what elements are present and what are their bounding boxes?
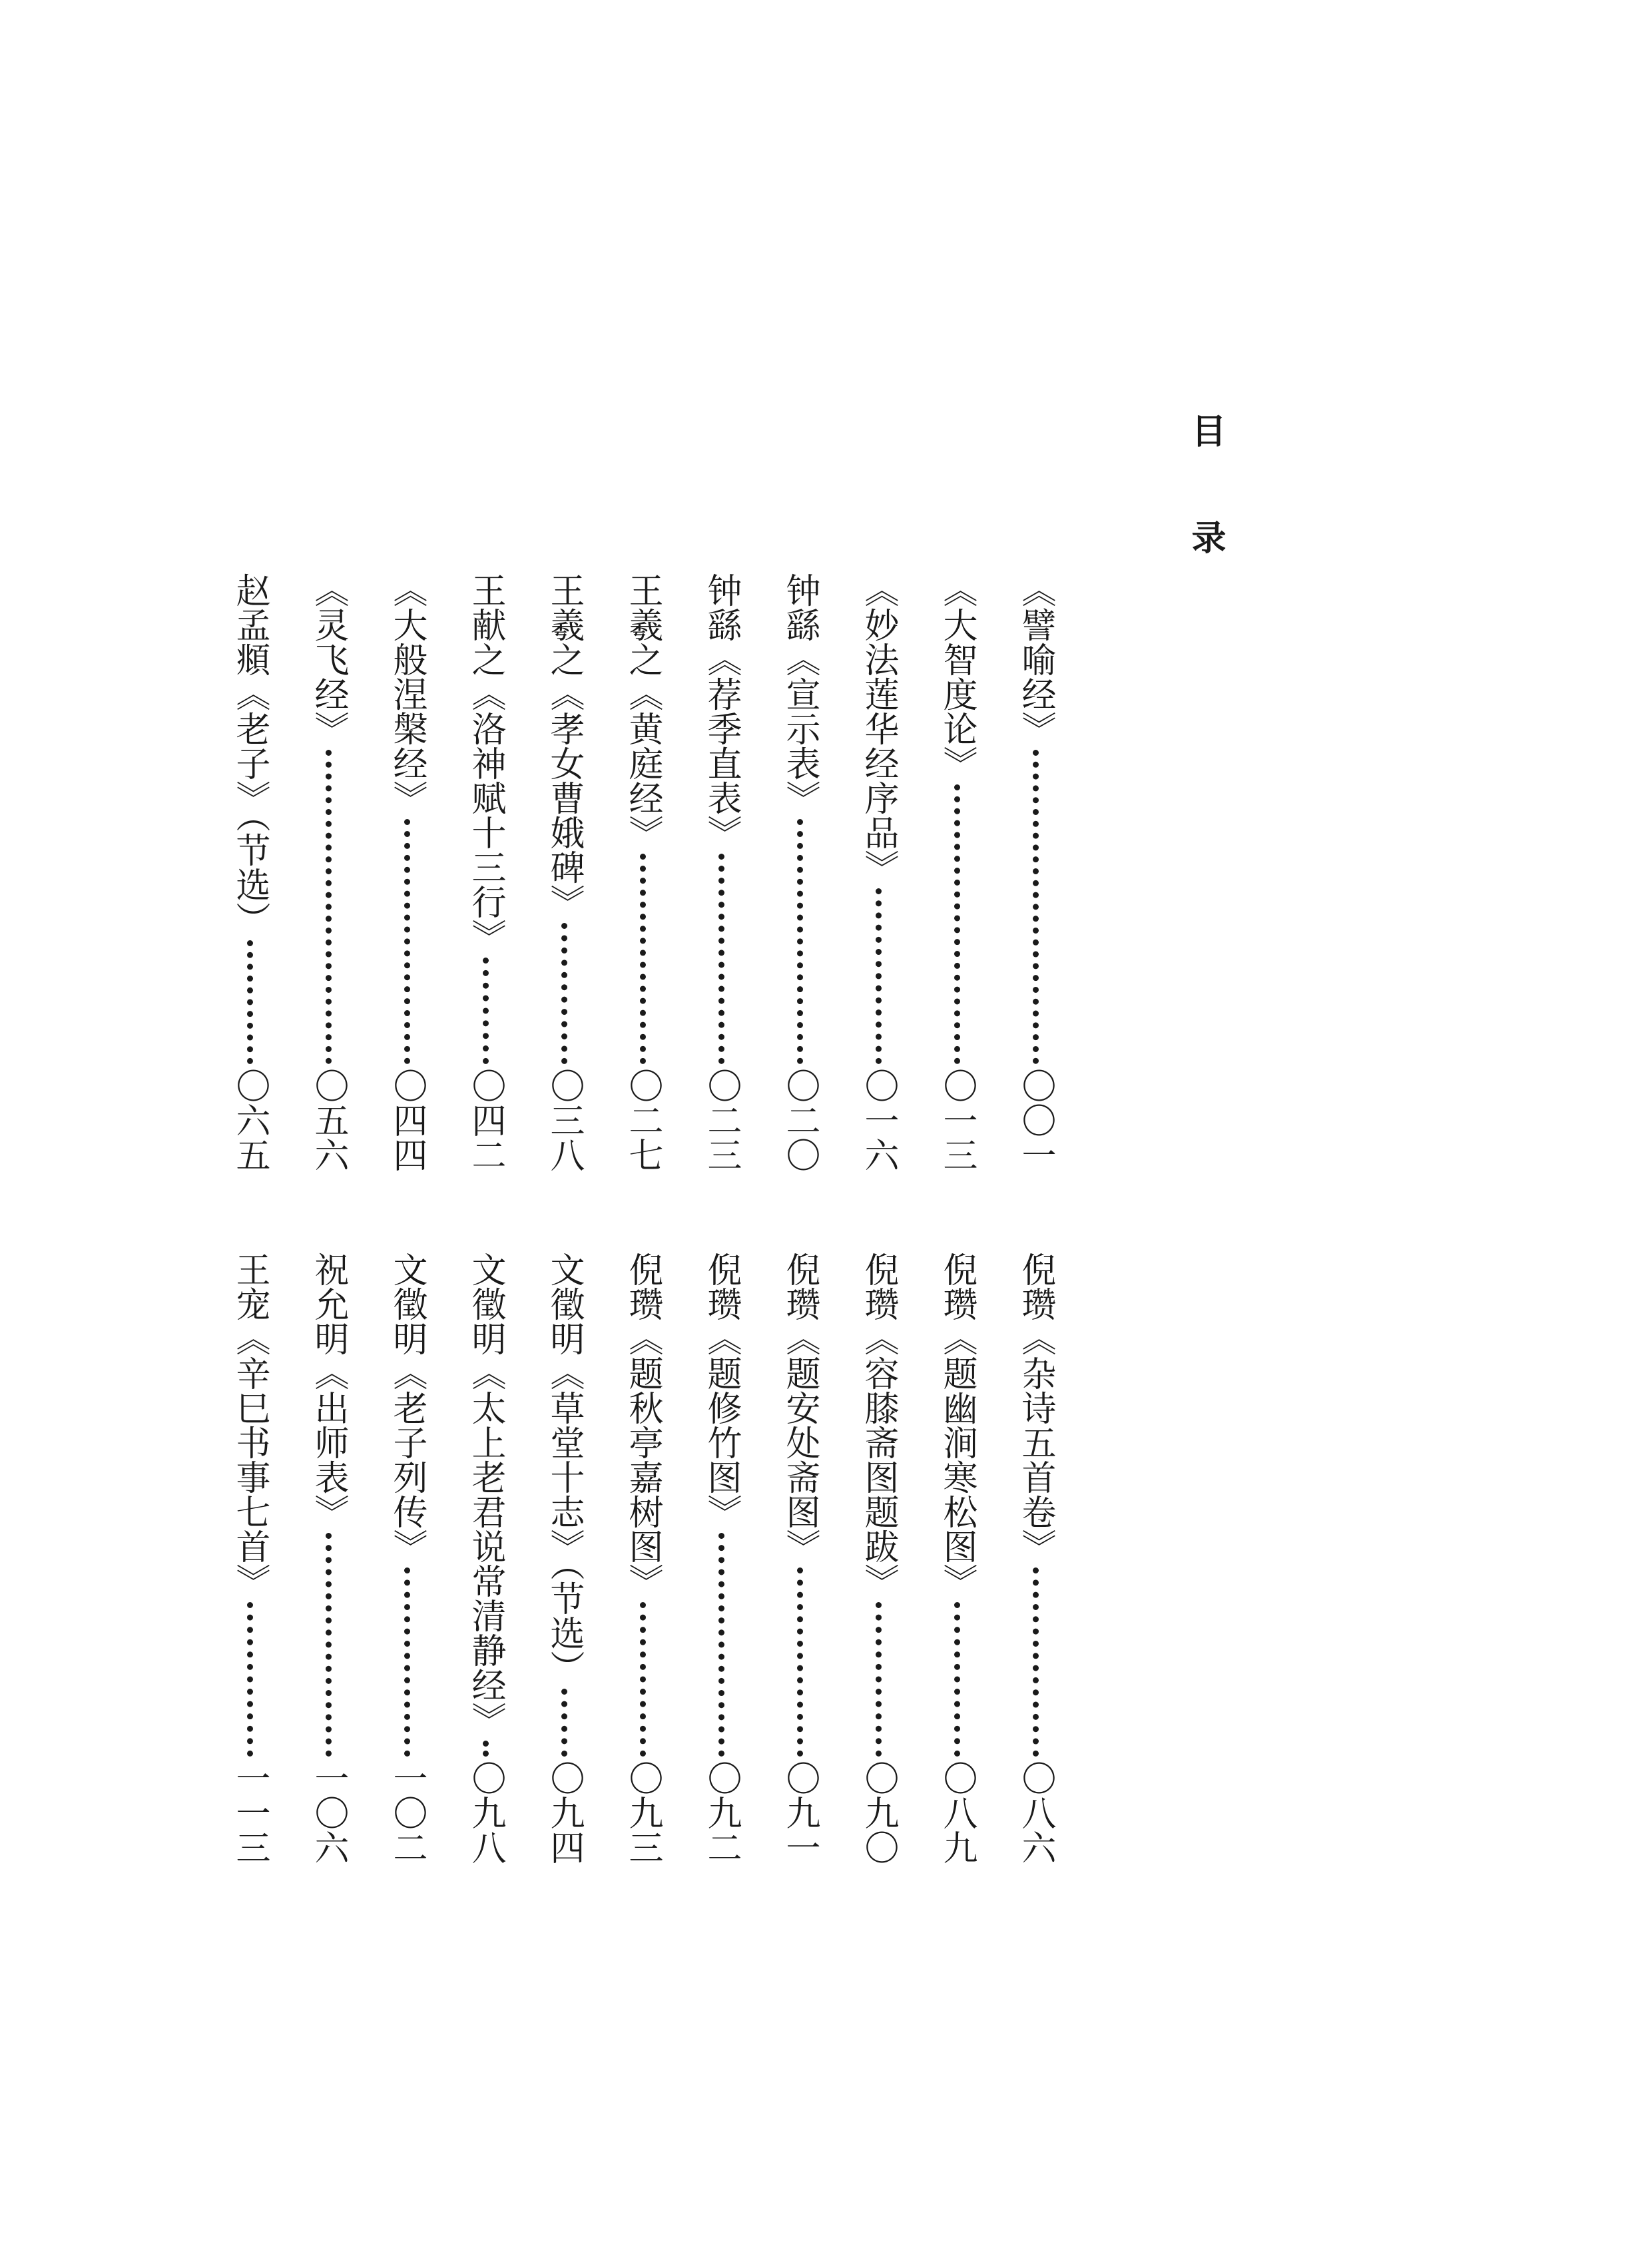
- entry-title: 文徵明《草堂十志》（节选）: [544, 1252, 584, 1685]
- toc-entry[interactable]: [619, 573, 666, 1172]
- entry-title: 《大般涅槃经》: [387, 573, 427, 815]
- entry-page-number: 〇九〇: [858, 1761, 898, 1864]
- dot-leader: [876, 888, 882, 1064]
- entry-page-number: 一〇六: [308, 1761, 348, 1864]
- toc-entry[interactable]: [776, 1252, 823, 1864]
- entry-page-number: 〇八九: [937, 1761, 977, 1864]
- toc-entry[interactable]: [934, 1252, 980, 1864]
- entry-page-number: 〇三八: [544, 1068, 584, 1172]
- dot-leader: [561, 923, 567, 1064]
- page-title: 目 录: [1185, 413, 1225, 585]
- entry-title: 倪瓒《杂诗五首卷》: [1015, 1252, 1055, 1563]
- entry-page-number: 〇九三: [623, 1761, 663, 1864]
- toc-entry[interactable]: [384, 573, 430, 1172]
- entry-page-number: 〇九二: [701, 1761, 741, 1864]
- entry-title: 《灵飞经》: [308, 573, 348, 746]
- toc-entry[interactable]: [619, 1252, 666, 1864]
- toc-entry[interactable]: [226, 1252, 273, 1864]
- toc-entry[interactable]: [698, 573, 744, 1172]
- entry-page-number: 〇〇一: [1015, 1068, 1055, 1172]
- entry-title: 王羲之《黄庭经》: [623, 573, 663, 850]
- entry-title: 钟繇《荐季直表》: [701, 573, 741, 850]
- entry-page-number: 〇四四: [387, 1068, 427, 1172]
- dot-leader: [718, 1533, 724, 1757]
- entry-page-number: 〇九四: [544, 1761, 584, 1864]
- entry-page-number: 〇四二: [465, 1068, 505, 1172]
- entry-title: 倪瓒《题秋亭嘉树图》: [623, 1252, 663, 1598]
- toc-entry[interactable]: [1012, 1252, 1059, 1864]
- toc-entry[interactable]: [1012, 573, 1059, 1172]
- entry-title: 文徵明《老子列传》: [387, 1252, 427, 1563]
- entry-page-number: 〇二〇: [780, 1068, 820, 1172]
- toc-entry[interactable]: [698, 1252, 744, 1864]
- dot-leader: [797, 819, 803, 1064]
- toc-entry[interactable]: [462, 573, 509, 1172]
- entry-title: 《譬喻经》: [1015, 573, 1055, 746]
- toc-entry[interactable]: [934, 573, 980, 1172]
- entry-title: 《大智度论》: [937, 573, 977, 780]
- entry-title: 王献之《洛神赋十三行》: [465, 573, 505, 954]
- entry-title: 祝允明《出师表》: [308, 1252, 348, 1529]
- toc-entry[interactable]: [855, 573, 902, 1172]
- entry-title: 文徵明《太上老君说常清静经》: [465, 1252, 505, 1737]
- toc-entry[interactable]: [305, 1252, 352, 1864]
- toc-entry[interactable]: [384, 1252, 430, 1864]
- dot-leader: [326, 1533, 332, 1757]
- dot-leader: [247, 1602, 253, 1757]
- toc-entry[interactable]: [855, 1252, 902, 1864]
- entry-page-number: 〇一六: [858, 1068, 898, 1172]
- entry-page-number: 〇八六: [1015, 1761, 1055, 1864]
- entry-page-number: 一〇二: [387, 1761, 427, 1864]
- dot-leader: [326, 750, 332, 1064]
- entry-title: 倪瓒《容膝斋图题跋》: [858, 1252, 898, 1598]
- toc-upper-block: [226, 573, 1059, 1172]
- dot-leader: [640, 854, 646, 1064]
- entry-page-number: 一一三: [230, 1761, 270, 1864]
- dot-leader: [404, 1567, 410, 1757]
- toc-entry[interactable]: [226, 573, 273, 1172]
- entry-title: 王羲之《孝女曹娥碑》: [544, 573, 584, 919]
- entry-title: 倪瓒《题幽涧寒松图》: [937, 1252, 977, 1598]
- entry-page-number: 〇二七: [623, 1068, 663, 1172]
- entry-title: 赵孟頫《老子》（节选）: [230, 573, 270, 936]
- dot-leader: [954, 784, 960, 1064]
- dot-leader: [640, 1602, 646, 1757]
- dot-leader: [1033, 750, 1039, 1064]
- dot-leader: [247, 940, 253, 1064]
- dot-leader: [483, 1741, 489, 1757]
- toc-entry[interactable]: [305, 573, 352, 1172]
- entry-title: 倪瓒《题修竹图》: [701, 1252, 741, 1529]
- entry-title: 钟繇《宣示表》: [780, 573, 820, 815]
- dot-leader: [954, 1602, 960, 1757]
- dot-leader: [483, 958, 489, 1064]
- dot-leader: [561, 1689, 567, 1757]
- entry-page-number: 〇一三: [937, 1068, 977, 1172]
- entry-page-number: 〇九八: [465, 1761, 505, 1864]
- dot-leader: [1033, 1567, 1039, 1757]
- entry-page-number: 〇二三: [701, 1068, 741, 1172]
- toc-entry[interactable]: [541, 1252, 587, 1864]
- toc-entry[interactable]: [541, 573, 587, 1172]
- toc-entry[interactable]: [776, 573, 823, 1172]
- entry-title: 王宠《辛巳书事七首》: [230, 1252, 270, 1598]
- entry-page-number: 〇六五: [230, 1068, 270, 1172]
- dot-leader: [797, 1567, 803, 1757]
- entry-title: 倪瓒《题安处斋图》: [780, 1252, 820, 1563]
- dot-leader: [718, 854, 724, 1064]
- entry-page-number: 〇五六: [308, 1068, 348, 1172]
- dot-leader: [876, 1602, 882, 1757]
- toc-entry[interactable]: [462, 1252, 509, 1864]
- dot-leader: [404, 819, 410, 1064]
- toc-lower-block: [226, 1252, 1059, 1864]
- entry-title: 《妙法莲华经序品》: [858, 573, 898, 884]
- entry-page-number: 〇九一: [780, 1761, 820, 1864]
